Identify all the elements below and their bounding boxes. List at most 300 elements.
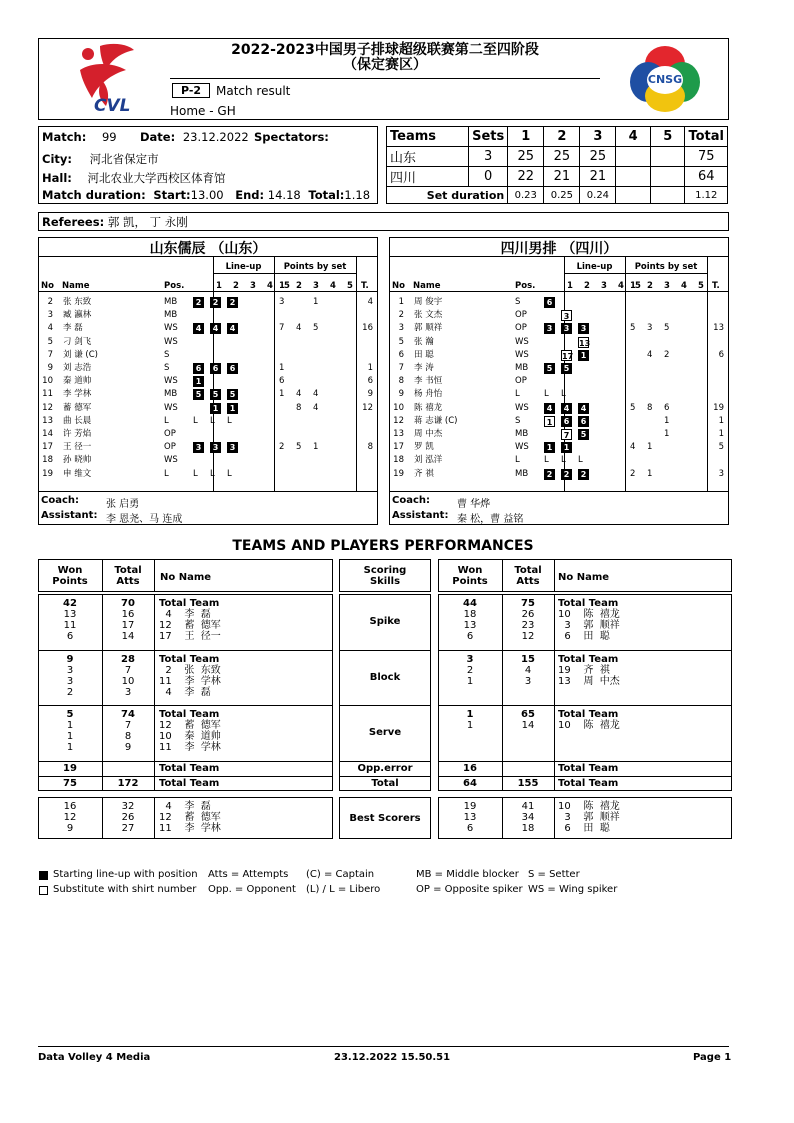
home-player-no: 9 [47, 363, 53, 373]
away-assistant-label: Assistant: [392, 510, 449, 521]
home-player-total [356, 349, 373, 362]
home-player-pos: WS [164, 455, 178, 466]
away-player-pos: WS [515, 442, 529, 453]
away-player-no: 12 [393, 415, 404, 426]
away-lineup-position: 5 [578, 429, 589, 440]
away-total-atts: 155 [517, 778, 539, 789]
player-line: 12 蓄 德军 [159, 620, 221, 631]
away-player-total: 5 [718, 442, 724, 453]
home-player-total: 9 [367, 389, 373, 400]
away-won-points [438, 654, 502, 687]
player-line: 3 郭 顺祥 [564, 620, 620, 631]
home-set-points: 6 [279, 376, 285, 387]
home-player-total [356, 454, 373, 467]
away-player-name: 张 瀚 [414, 336, 434, 347]
legend-starting: Starting line-up with position [53, 869, 198, 880]
player-line: 10 陈 禧龙 [558, 720, 620, 731]
away-header-rule [389, 291, 729, 292]
away-header-name: Name [413, 281, 441, 291]
footer-rule [38, 1046, 729, 1047]
set-duration-4 [616, 187, 651, 204]
home-player-no: 18 [42, 455, 53, 466]
away-player-name: 周 中杰 [414, 429, 443, 439]
away-player-no: 18 [393, 455, 404, 466]
player-line: 17 [121, 620, 135, 631]
away-player-name: 田 聪 [414, 349, 434, 360]
total-line: 15 [521, 654, 535, 665]
home-set-points: 5 [313, 323, 319, 334]
home-player-no: 13 [42, 415, 53, 426]
away-header-lineup-set-2: 2 [584, 281, 590, 291]
away-lineup-libero: L [544, 455, 549, 466]
away-player-total: 1 [718, 415, 724, 426]
player-line: 6 田 聪 [558, 631, 610, 642]
away-player-names [558, 709, 620, 731]
away-set-points: 5 [630, 323, 636, 334]
player-line: 17 王 径一 [159, 631, 221, 642]
cnsg-logo-text: CNSG [647, 73, 683, 86]
away-header-no: No [392, 281, 405, 291]
home-player-pos: S [164, 363, 170, 373]
home-player-total [356, 415, 373, 428]
player-line: 1 [466, 676, 474, 687]
home-set-points: 1 [279, 363, 285, 373]
match-row [42, 130, 117, 144]
player-line: 2 张 东致 [165, 665, 221, 676]
home-player-no: 7 [47, 349, 53, 360]
date-label: Date: [140, 130, 176, 144]
player-line: 3 [124, 687, 132, 698]
home-total-won: 75 [63, 778, 77, 789]
home-lineup-position: 1 [193, 376, 204, 387]
away-header-lineup: Line-up [576, 262, 613, 272]
away-player-name: 杨 舟怡 [414, 389, 443, 400]
duration-row [42, 188, 370, 202]
home-title-rule [38, 256, 378, 257]
home-player-name: 王 径一 [63, 442, 92, 453]
total-label: Total [371, 778, 399, 789]
away-player-total: 3 [718, 468, 724, 479]
home-player-name: 曲 长晨 [63, 415, 92, 426]
home-player-no: 11 [42, 389, 53, 400]
total-line: 65 [521, 709, 535, 720]
home-header-t: T. [361, 281, 369, 291]
home-player-names [159, 709, 221, 753]
home-total-atts [102, 598, 154, 642]
away-player-total: 1 [718, 429, 724, 439]
match-label: Match: [42, 130, 87, 144]
home-coach-rule [38, 491, 378, 492]
away-player-no: 17 [393, 442, 404, 453]
away-row-rule [438, 650, 732, 651]
player-line: 3 [524, 676, 532, 687]
away-player-names [558, 654, 620, 687]
sets-header-3: 3 [580, 127, 616, 147]
away-player-pos: WS [515, 349, 529, 360]
player-line: 6 [66, 631, 74, 642]
home-header-points-set-5: 5 [347, 281, 353, 291]
set-duration-total: 1.12 [685, 187, 728, 204]
player-line: 10 [121, 676, 135, 687]
away-player-name: 刘 泓洋 [414, 455, 443, 466]
footer-right: Page 1 [693, 1052, 732, 1063]
legend-mb: MB = Middle blocker [416, 869, 519, 880]
home-opp-error-won: 19 [63, 763, 77, 774]
away-set-points: 5 [664, 323, 670, 334]
away-player-no: 19 [393, 468, 404, 479]
away-lineup-position: 6 [561, 416, 572, 427]
away-player-pos: OP [515, 376, 527, 387]
home-coach-name: 张 启勇 [106, 499, 140, 510]
away-player-total: 19 [713, 402, 724, 413]
home-player-total [356, 468, 373, 481]
home-lineup-libero: L [210, 468, 215, 479]
home-set-1: 25 [508, 147, 544, 167]
away-player-name: 齐 祺 [414, 468, 434, 479]
cvl-logo [72, 40, 142, 118]
home-header-atts: Total Atts [114, 565, 142, 587]
set-duration-1: 0.23 [508, 187, 544, 204]
away-points-divider [625, 256, 626, 491]
away-lineup-position: 4 [578, 403, 589, 414]
away-player-names [558, 598, 620, 642]
performance-title: TEAMS AND PLAYERS PERFORMANCES [232, 538, 534, 554]
home-header-name: Name [62, 281, 90, 291]
player-line: 23 [521, 620, 535, 631]
sets-header-teams: Teams [387, 127, 469, 147]
home-player-pos: S [164, 349, 170, 360]
home-lineup-position: 6 [193, 363, 204, 374]
away-header-lineup-set-3: 3 [601, 281, 607, 291]
away-player-no: 10 [393, 402, 404, 413]
home-team-short: 山东 [387, 147, 469, 167]
footer-left: Data Volley 4 Media [38, 1052, 151, 1063]
sets-header-5: 5 [650, 127, 685, 147]
home-player-pos: WS [164, 402, 178, 413]
away-coach-name: 曹 华烨 [457, 499, 491, 510]
away-sets-won: 0 [469, 167, 508, 187]
home-lineup-position: 6 [210, 363, 221, 374]
away-player-name: 周 俊宇 [414, 297, 443, 307]
home-lineup-position: 3 [227, 442, 238, 453]
away-lineup-position: 13 [579, 338, 591, 348]
title-underline [170, 78, 600, 79]
away-coach-label: Coach: [392, 495, 431, 506]
home-player-no: 17 [42, 442, 53, 453]
away-player-total [707, 336, 724, 349]
away-player-no: 13 [393, 429, 404, 439]
sets-table [386, 126, 728, 204]
away-lineup-position: 3 [544, 323, 555, 334]
away-lineup-position: 1 [561, 442, 572, 453]
home-lineup-position: 3 [210, 442, 221, 453]
away-set-points: 5 [630, 402, 636, 413]
set-duration-label: Set duration [387, 187, 508, 204]
doc-type: Match result [216, 84, 291, 98]
home-lineup-position: 5 [227, 389, 238, 400]
away-player-no: 3 [398, 323, 404, 334]
home-header-lineup: Line-up [225, 262, 262, 272]
away-opp-error-won: 16 [463, 763, 477, 774]
away-best-atts: 41 34 18 [521, 801, 535, 834]
away-total-atts [502, 654, 554, 687]
sets-row-home [387, 147, 728, 167]
away-header-points-set-1: 1 [630, 281, 636, 291]
player-line: 8 [124, 731, 132, 742]
away-player-pos: S [515, 297, 521, 307]
away-player-total [707, 296, 724, 309]
away-won-points [438, 709, 502, 731]
starting-legend-square [39, 871, 48, 880]
home-lineup-position: 4 [193, 323, 204, 334]
player-line: 1 [66, 731, 74, 742]
skill-label: Block [369, 671, 401, 683]
home-won-points [38, 598, 102, 642]
away-header-col-2 [554, 559, 555, 592]
home-total-atts [102, 709, 154, 753]
skills-header: Scoring Skills [363, 565, 407, 587]
home-header-points: Points by set [283, 262, 347, 272]
home-header-noname: No Name [160, 572, 212, 583]
away-player-total [707, 454, 724, 467]
away-total-atts [502, 598, 554, 642]
end-value: 14.18 [267, 188, 301, 202]
hall-value: 河北农业大学西校区体育馆 [87, 171, 226, 185]
total-line: 28 [121, 654, 135, 665]
duration-label: Match duration: [42, 188, 146, 202]
home-header-lineup-set-2: 2 [233, 281, 239, 291]
home-player-name: 秦 道帅 [63, 376, 92, 387]
home-player-name: 申 维文 [63, 468, 92, 479]
away-player-no: 5 [398, 336, 404, 347]
home-header-lineup-set-5: 5 [284, 281, 290, 291]
home-lineup-position: 4 [227, 323, 238, 334]
set-duration-2: 0.25 [544, 187, 580, 204]
start-value: 13.00 [190, 188, 224, 202]
home-header-rule [38, 291, 378, 292]
player-line: 2 [466, 665, 474, 676]
home-total-rule [38, 776, 333, 777]
hall-label: Hall: [42, 171, 72, 185]
total-line: Total Team [159, 709, 220, 720]
legend-op: OP = Opposite spiker [416, 884, 523, 895]
home-set-5 [650, 147, 685, 167]
away-lineup-position: 17 [562, 351, 574, 361]
home-total-names: Total Team [159, 778, 220, 789]
away-player-name: 李 书恒 [414, 376, 443, 387]
away-player-name: 张 文杰 [414, 310, 443, 321]
away-total-atts [502, 709, 554, 731]
home-header-pos: Pos. [164, 281, 185, 291]
away-player-no: 7 [398, 363, 404, 373]
away-header-lineup-set-1: 1 [567, 281, 573, 291]
home-set-points: 4 [313, 389, 319, 400]
away-player-name: 陈 禧龙 [414, 402, 443, 413]
player-line: 7 [124, 665, 132, 676]
home-player-pos: WS [164, 376, 178, 387]
away-set-points: 4 [647, 349, 653, 360]
player-line: 1 [66, 720, 74, 731]
home-player-name: 李 学林 [63, 389, 92, 400]
player-line: 4 [524, 665, 532, 676]
skills-row-rule [339, 650, 431, 651]
away-player-total [707, 388, 724, 401]
player-line: 10 陈 禧龙 [558, 609, 620, 620]
home-lineup-position: 5 [193, 389, 204, 400]
home-set-points: 4 [296, 323, 302, 334]
home-player-pos: MB [164, 389, 178, 400]
away-player-pos: L [515, 455, 520, 466]
player-line: 4 李 磊 [165, 609, 211, 620]
home-lineup-position: 2 [227, 297, 238, 308]
spectators-label: Spectators: [254, 130, 329, 144]
player-line: 12 蓄 德军 [159, 720, 221, 731]
home-set-points: 5 [296, 442, 302, 453]
away-player-pos: OP [515, 310, 527, 321]
title-line-2: （保定赛区） [343, 57, 427, 73]
legend-atts: Atts = Attempts [208, 869, 289, 880]
away-player-total [707, 362, 724, 375]
home-player-total [356, 428, 373, 441]
player-line: 2 [66, 687, 74, 698]
away-set-points: 1 [647, 468, 653, 479]
away-player-no: 8 [398, 376, 404, 387]
away-header-points-set-2: 2 [647, 281, 653, 291]
home-sets-won: 3 [469, 147, 508, 167]
cvl-logo-text: CVL [94, 96, 131, 116]
away-lineup-libero: L [561, 455, 566, 466]
home-lineup-libero: L [227, 415, 232, 426]
away-lineup-position: 5 [561, 363, 572, 374]
away-row-rule [438, 705, 732, 706]
total-line: 3 [466, 654, 474, 665]
away-player-name: 郭 顺祥 [414, 323, 443, 334]
home-lineup-libero: L [193, 468, 198, 479]
away-player-pos: L [515, 389, 520, 400]
total-line: Total Team [159, 598, 220, 609]
home-header-points-set-3: 3 [313, 281, 319, 291]
away-lineup-position: 5 [544, 363, 555, 374]
away-set-points: 1 [664, 415, 670, 426]
title-line-1: 2022-2023中国男子排球超级联赛第二至四阶段 [231, 42, 539, 58]
away-set-points: 1 [664, 429, 670, 439]
set-duration-3: 0.24 [580, 187, 616, 204]
home-player-total [356, 336, 373, 349]
away-header-lineup-set-5: 5 [635, 281, 641, 291]
away-player-no: 2 [398, 310, 404, 321]
player-line: 11 李 学林 [159, 742, 221, 753]
home-lineup-position: 3 [193, 442, 204, 453]
player-line: 11 [63, 620, 77, 631]
away-total-points: 64 [685, 167, 728, 187]
home-set-2: 25 [544, 147, 580, 167]
home-set-points: 1 [313, 442, 319, 453]
legend-opp: Opp. = Opponent [208, 884, 296, 895]
away-subheader-rule [564, 273, 707, 274]
legend-ws: WS = Wing spiker [528, 884, 618, 895]
away-player-pos: OP [515, 323, 527, 334]
home-player-no: 2 [47, 297, 53, 307]
home-player-name: 李 磊 [63, 323, 83, 334]
away-player-pos: S [515, 415, 521, 426]
end-label: End: [235, 188, 265, 202]
home-label: Home - GH [170, 104, 236, 118]
away-team-title: 四川男排 （四川） [500, 241, 618, 257]
home-player-total: 8 [367, 442, 373, 453]
set-duration-row [387, 187, 728, 204]
away-coach-rule [389, 491, 729, 492]
home-set-points: 4 [313, 402, 319, 413]
home-header-no: No [41, 281, 54, 291]
home-row-rule [38, 650, 333, 651]
date-value: 23.12.2022 [182, 130, 249, 144]
total-line: 75 [521, 598, 535, 609]
home-header-points-set-4: 4 [330, 281, 336, 291]
away-header-pos: Pos. [515, 281, 536, 291]
home-set-points: 7 [279, 323, 285, 334]
home-lineup-libero: L [227, 468, 232, 479]
total-line: 74 [121, 709, 135, 720]
home-lineup-position: 2 [210, 297, 221, 308]
away-lineup-libero: L [544, 389, 549, 400]
home-total-atts [102, 654, 154, 698]
away-lineup-position: 3 [561, 310, 572, 321]
home-lineup-position: 5 [210, 389, 221, 400]
away-set-5 [650, 167, 685, 187]
legend-substitute: Substitute with shirt number [53, 884, 197, 895]
home-set-points: 1 [313, 297, 319, 307]
away-lineup-position: 2 [561, 469, 572, 480]
home-player-no: 19 [42, 468, 53, 479]
hall-row [42, 170, 226, 186]
home-set-3: 25 [580, 147, 616, 167]
home-player-name: 刘 志浩 [63, 363, 92, 373]
away-team-short: 四川 [387, 167, 469, 187]
home-player-total: 6 [367, 376, 373, 387]
away-header-t: T. [712, 281, 720, 291]
home-points-divider [274, 256, 275, 491]
legend-captain: (C) = Captain [306, 869, 375, 880]
home-lineup-position: 1 [227, 403, 238, 414]
away-player-total [707, 375, 724, 388]
total-line: 9 [66, 654, 74, 665]
away-player-total: 13 [713, 323, 724, 334]
home-best-names: 4 李 磊 12 蓄 德军 11 李 学林 [159, 801, 221, 834]
home-lineup-libero: L [210, 415, 215, 426]
away-set-points: 8 [647, 402, 653, 413]
home-set-points: 8 [296, 402, 302, 413]
home-lineup-libero: L [193, 415, 198, 426]
home-player-total: 16 [362, 323, 373, 334]
player-line: 9 [124, 742, 132, 753]
home-coach-label: Coach: [41, 495, 80, 506]
away-set-points: 3 [647, 323, 653, 334]
home-won-points [38, 709, 102, 753]
away-player-total: 6 [718, 349, 724, 360]
home-player-names [159, 654, 221, 698]
home-row-rule [38, 705, 333, 706]
page-code: P-2 [172, 83, 210, 98]
away-player-pos: MB [515, 363, 529, 373]
match-number: 99 [101, 130, 117, 144]
home-opp-rule [38, 761, 333, 762]
away-title-rule [389, 256, 729, 257]
sets-header-row [387, 127, 728, 147]
player-line: 1 [466, 720, 474, 731]
home-player-no: 14 [42, 429, 53, 439]
away-lineup-position: 1 [544, 416, 555, 427]
home-header-lineup-set-4: 4 [267, 281, 273, 291]
